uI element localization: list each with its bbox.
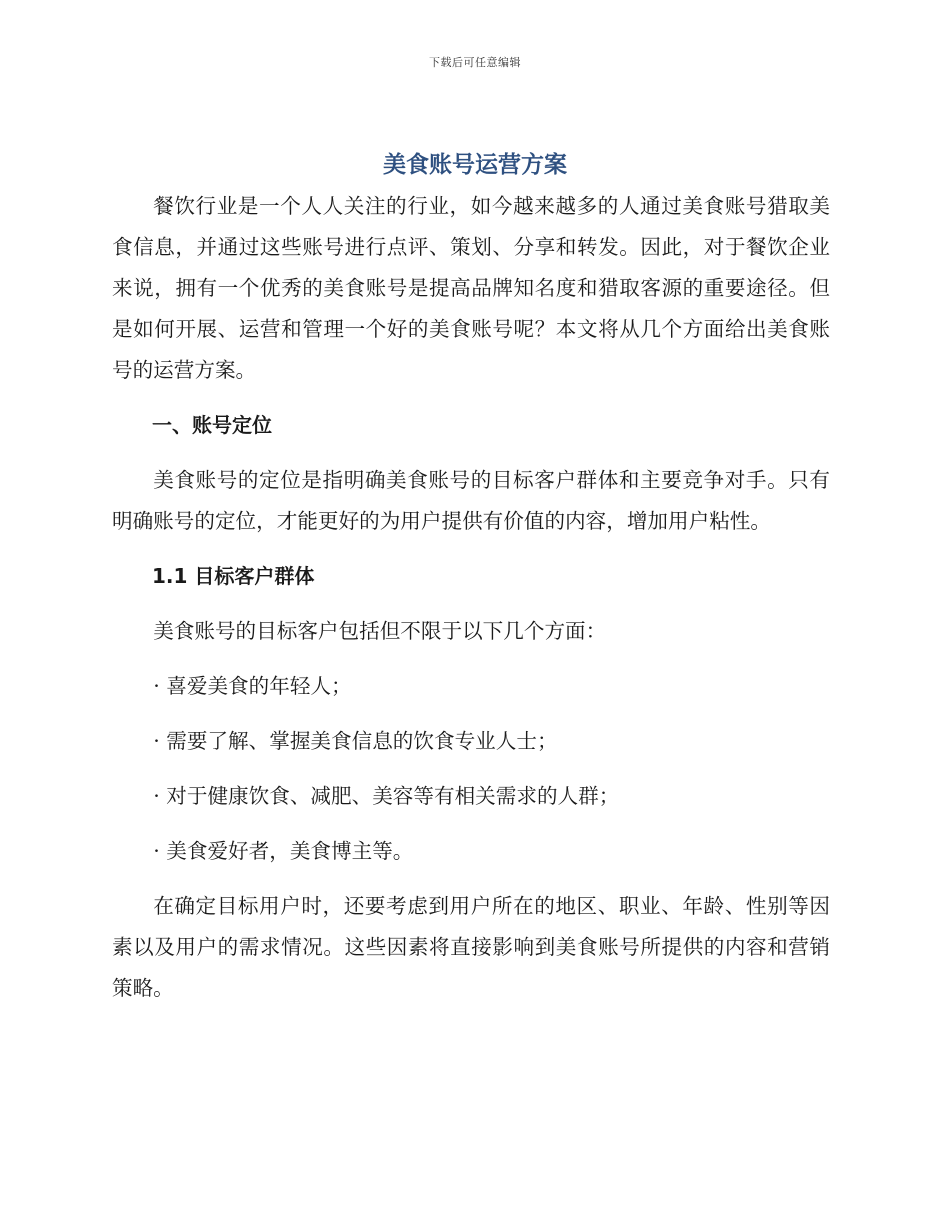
spacer [112,817,830,831]
bullet-item: · 喜爱美食的年轻人； [153,674,352,698]
bullet-item: · 对于健康饮食、减肥、美容等有相关需求的人群； [153,784,620,808]
intro-paragraph: 餐饮行业是一个人人关注的行业，如今越来越多的人通过美食账号猎取美食信息，并通过这些账号进行点评、策划、分享和转发。因此，对于餐饮企业来说，拥有一个优秀的美食账号是提高品牌知名度和猎取客源的重要途径。但是如何开展、运营和管理一个好的美食账号呢？本文将从几个方面给出美食账号的运营方案。 [112,194,830,382]
spacer [112,762,830,776]
spacer [112,391,830,405]
positioning-paragraph: 美食账号的定位是指明确美食账号的目标客户群体和主要竞争对手。只有明确账号的定位，才能更好的为用户提供有价值的内容，增加用户粘性。 [112,468,830,533]
header-note: 下载后可任意编辑 [429,56,521,69]
spacer [112,542,830,556]
subsection-heading-target-customers: 1.1 目标客户群体 [152,564,315,588]
document-body [112,186,830,1009]
spacer [112,597,830,611]
spacer [112,707,830,721]
bullet-item: · 美食爱好者，美食博主等。 [153,839,414,863]
spacer [112,446,830,460]
section-heading-positioning: 一、账号定位 [152,413,272,437]
bullet-item: · 需要了解、掌握美食信息的饮食专业人士； [153,729,558,753]
spacer [112,872,830,886]
closing-paragraph: 在确定目标用户时，还要考虑到用户所在的地区、职业、年龄、性别等因素以及用户的需求情况。这些因素将直接影响到美食账号所提供的内容和营销策略。 [112,894,830,1000]
target-customers-lead: 美食账号的目标客户包括但不限于以下几个方面： [153,619,607,643]
document-title: 美食账号运营方案 [383,152,567,178]
spacer [112,652,830,666]
